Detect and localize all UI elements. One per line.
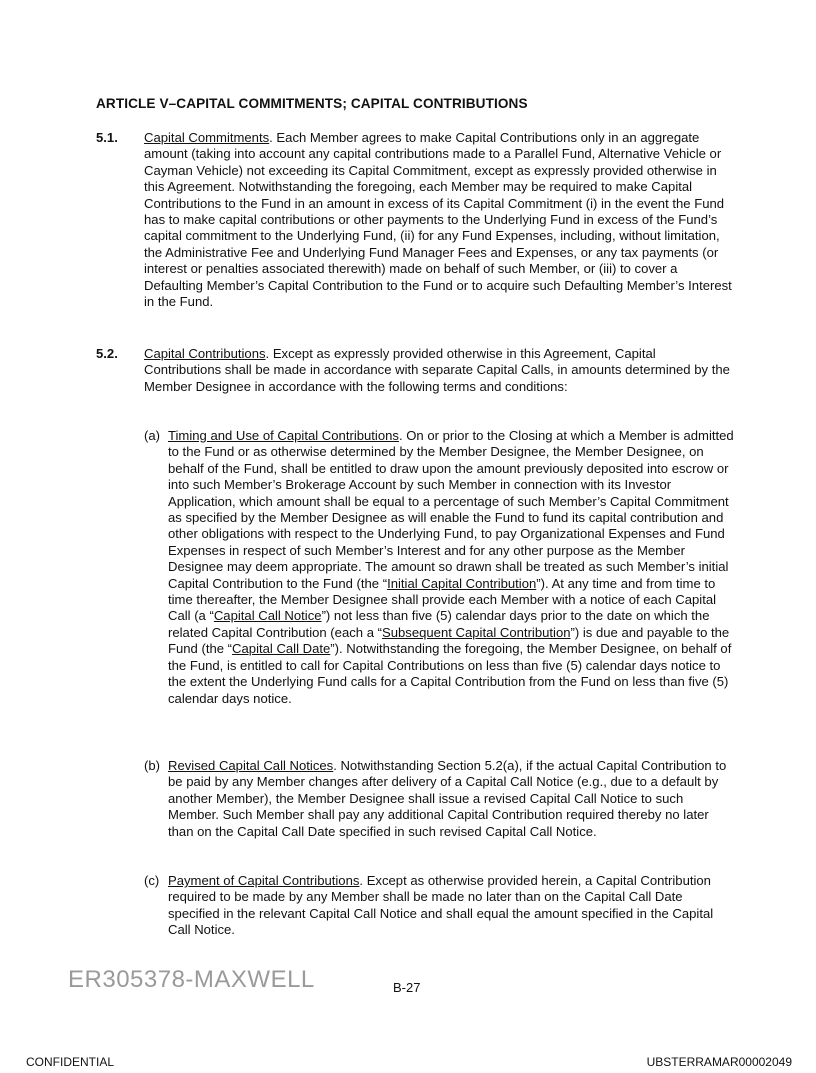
- subsection-body: [168, 428, 736, 707]
- section-5-2: [96, 346, 736, 395]
- defined-term: Initial Capital Contribution: [387, 575, 537, 591]
- text-run: ”) is due and payable to the Fund (the “: [168, 624, 730, 657]
- subsection-title: Timing and Use of Capital Contributions: [168, 428, 399, 443]
- defined-term: Capital Call Notice: [213, 608, 322, 624]
- subsection-label: (a): [144, 428, 161, 443]
- defined-term: Capital Call Date: [232, 641, 331, 657]
- subsection-title: Payment of Capital Contributions: [168, 873, 360, 888]
- section-5-1: [96, 130, 736, 310]
- section-text: . Except as expressly provided otherwise in this Agreement, Capital Contributions shall be made in accordance with separate Capital Calls, in amounts determined by the Member Designee in accordance with the following terms and conditions:: [144, 346, 730, 394]
- confidential-label: CONFIDENTIAL: [26, 1055, 115, 1069]
- text-run: . Notwithstanding Section 5.2(a), if the actual Capital Contribution to be paid by any Member changes after delivery of a Capital Call Notice (e.g., due to a default by another Member), the Member Designee shall issue a revised Capital Call Notice to such Member. Such Member shall pay any additional Capital Contribution required thereby no later than on the Capital Call Date specified in such revised Capital Call Notice.: [168, 758, 727, 839]
- section-title: Capital Contributions: [144, 346, 266, 361]
- page-number: B-27: [393, 980, 421, 995]
- subsection-label: (c): [144, 873, 160, 888]
- subsection-label: (b): [144, 758, 161, 773]
- subsection-a: [144, 428, 736, 707]
- subsection-title: Revised Capital Call Notices: [168, 758, 334, 773]
- subsection-c: [144, 873, 736, 939]
- subsection-b: [144, 758, 736, 840]
- text-run: ”). Notwithstanding the foregoing, the Member Designee, on behalf of the Fund, is entitled to call for Capital Contributions on less than five (5) calendar days notice to the extent the Underlying Fund calls for a Capital Contribution from the Fund on less than five (5) calendar days notice.: [168, 641, 732, 706]
- subsection-body: [168, 758, 736, 840]
- article-heading: ARTICLE V–CAPITAL COMMITMENTS; CAPITAL CONTRIBUTIONS: [96, 96, 528, 111]
- text-run: ”). At any time and from time to time thereafter, the Member Designee shall provide each Member with a notice of each Capital Call (a “: [168, 575, 717, 624]
- bates-watermark: ER305378-MAXWELL: [68, 966, 315, 993]
- text-run: ”) not less than five (5) calendar days prior to the date on which the related Capital Contribution (each a “: [168, 608, 710, 640]
- section-body: [144, 130, 736, 310]
- section-text: . Each Member agrees to make Capital Contributions only in an aggregate amount (taking into account any capital contributions made to a Parallel Fund, Alternative Vehicle or Cayman Vehicle) not exceeding its Capital Commitment, except as expressly provided otherwise in this Agreement. Notwithstanding the foregoing, each Member may be required to make Capital Contributions to the Fund in an amount in excess of its Capital Commitment (i) in the event the Fund has to make capital contributions or other payments to the Underlying Fund in excess of the Fund’s capital commitment to the Underlying Fund, (ii) for any Fund Expenses, including, without limitation, the Administrative Fee and Underlying Fund Manager Fees and Expenses, or any tax payments (or interest or penalties associated therewith) made on behalf of such Member, or (iii) to cover a Defaulting Member’s Capital Contribution to the Fund or to acquire such Defaulting Member’s Interest in the Fund.: [144, 130, 732, 310]
- bates-number: UBSTERRAMAR00002049: [646, 1055, 792, 1069]
- section-body: [144, 346, 736, 395]
- text-run: . On or prior to the Closing at which a Member is admitted to the Fund or as otherwise determined by the Member Designee, the Member Designee, on behalf of the Fund, shall be entitled to draw upon the amount previously deposited into escrow or into such Member’s Brokerage Account by such Member in connection with its Investor Application, which amount shall be equal to a percentage of such Member’s Capital Commitment as specified by the Member Designee as will enable the Fund to fund its capital contribution and other obligations with respect to the Underlying Fund, to pay Organizational Expenses and Fund Expenses in respect of such Member’s Interest and for any other purpose as the Member Designee may deem appropriate. The amount so drawn shall be treated as such Member’s initial Capital Contribution to the Fund (the “: [168, 428, 734, 591]
- subsection-body: [168, 873, 736, 939]
- section-title: Capital Commitments: [144, 130, 270, 145]
- section-number: 5.2.: [96, 346, 118, 361]
- text-run: . Except as otherwise provided herein, a Capital Contribution required to be made by any Member shall be made no later than on the Capital Call Date specified in the relevant Capital Call Notice and shall equal the amount specified in the Capital Call Notice.: [168, 873, 714, 938]
- section-number: 5.1.: [96, 130, 118, 145]
- defined-term: Subsequent Capital Contribution: [381, 624, 571, 640]
